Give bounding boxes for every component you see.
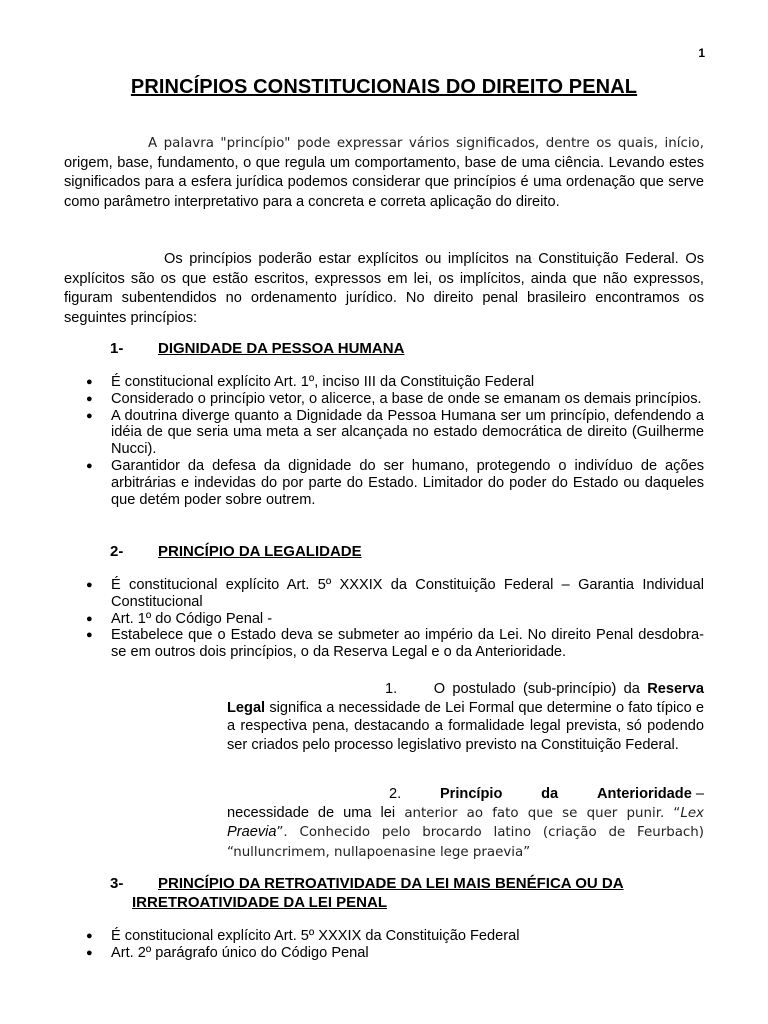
bullet-icon: ● bbox=[86, 946, 93, 959]
document-title: PRINCÍPIOS CONSTITUCIONAIS DO DIREITO PENAL bbox=[130, 76, 638, 98]
sub-item-1-first-line bbox=[227, 680, 704, 699]
section-1-heading bbox=[110, 340, 404, 357]
bullet-text: Considerado o princípio vetor, o alicerce, a base de onde se emanam os demais princípios. bbox=[111, 390, 702, 407]
section-3-heading bbox=[110, 874, 710, 912]
section-3-number: 3- bbox=[110, 875, 124, 892]
bullet-text: Garantidor da defesa da dignidade do ser humano, protegendo o indivíduo de ações arbitrárias e indevidas do por parte do Estado. Limitador do poder do Estado ou daqueles que detém poder sobre outrem. bbox=[111, 457, 704, 508]
sub-item-1-body bbox=[227, 699, 704, 755]
section-2-title: PRINCÍPIO DA LEGALIDADE bbox=[158, 543, 362, 560]
sub-item-bold: Anterioridade bbox=[596, 786, 692, 802]
bullet-text: É constitucional explícito Art. 5º XXXIX da Constituição Federal bbox=[111, 928, 520, 944]
bullet-icon: ● bbox=[86, 579, 93, 591]
sub-item-2-first-line bbox=[227, 785, 704, 804]
list-item bbox=[86, 577, 704, 611]
sub-item-anterioridade bbox=[227, 785, 704, 863]
list-item bbox=[86, 928, 704, 945]
sub-item-text: significa a necessidade de Lei Formal que determine o fato típico e a respectiva pena, destacando a formalidade legal prevista, só podendo ser criados pelo processo legislativo previsto na Constituição Federal. bbox=[227, 699, 704, 754]
sub-item-number: 2. bbox=[389, 786, 402, 802]
sub-item-reserva-legal bbox=[227, 680, 704, 755]
bullet-icon: ● bbox=[86, 459, 93, 472]
section-1-bullet-list bbox=[86, 374, 704, 508]
section-1-title: DIGNIDADE DA PESSOA HUMANA bbox=[158, 340, 405, 357]
list-item bbox=[86, 391, 704, 408]
sub-item-number: 1. bbox=[385, 681, 398, 697]
section-1-number: 1- bbox=[110, 340, 124, 357]
page-number: 1 bbox=[698, 46, 705, 60]
list-item bbox=[86, 458, 704, 508]
bullet-icon: ● bbox=[86, 409, 93, 422]
section-2-bullet-list bbox=[86, 577, 704, 661]
sub-item-italic: Praevia bbox=[227, 824, 277, 841]
bullet-text: É constitucional explícito Art. 1º, inciso III da Constituição Federal bbox=[111, 374, 535, 390]
list-item bbox=[86, 408, 704, 458]
sub-item-bold: da bbox=[541, 786, 559, 802]
sub-item-bold: Princípio bbox=[439, 786, 503, 802]
intro-p1-first-line: A palavra "princípio" pode expressar vários significados, dentre os quais, início, bbox=[148, 136, 704, 151]
list-item bbox=[86, 945, 704, 962]
bullet-icon: ● bbox=[86, 376, 93, 388]
list-item bbox=[86, 627, 704, 661]
bullet-icon: ● bbox=[86, 930, 93, 942]
sub-item-bold: Reserva bbox=[647, 681, 704, 697]
bullet-icon: ● bbox=[86, 612, 93, 625]
section-3-bullet-list bbox=[86, 928, 704, 962]
bullet-text: Art. 1º do Código Penal - bbox=[111, 610, 273, 627]
sub-item-text: O postulado (sub-princípio) da bbox=[433, 681, 648, 697]
bullet-icon: ● bbox=[86, 629, 93, 642]
intro-paragraph-2 bbox=[64, 250, 704, 328]
sub-item-text: anterior ao fato que se quer punir. “ bbox=[395, 805, 681, 821]
bullet-text: Art. 2º parágrafo único do Código Penal bbox=[111, 944, 369, 961]
list-item bbox=[86, 611, 704, 628]
sub-item-2-body bbox=[227, 804, 704, 863]
section-3-title-line-1: PRINCÍPIO DA RETROATIVIDADE DA LEI MAIS BENÉFICA OU DA bbox=[158, 875, 624, 892]
sub-item-text: necessidade de uma lei bbox=[227, 804, 396, 821]
bullet-text: Estabelece que o Estado deva se submeter ao império da Lei. No direito Penal desdobra-se em outros dois princípios, o da Reserva Legal e o da Anterioridade. bbox=[111, 627, 704, 661]
section-2-heading bbox=[110, 543, 362, 560]
bullet-icon: ● bbox=[86, 392, 93, 405]
section-3-title-line-2: IRRETROATIVIDADE DA LEI PENAL bbox=[132, 894, 388, 911]
bullet-text: A doutrina diverge quanto a Dignidade da Pessoa Humana ser um princípio, defendendo a idéia de que seria uma meta a ser alcançada no estado democrática de direito (Guilherme Nucci). bbox=[111, 407, 704, 458]
list-item bbox=[86, 374, 704, 391]
section-2-number: 2- bbox=[110, 543, 124, 560]
sub-item-text: ”. Conhecido pelo brocardo latino (criação de Feurbach) “nulluncrimem, nullapoenasine lege praevia” bbox=[227, 825, 704, 861]
intro-p2-text: Os princípios poderão estar explícitos ou implícitos na Constituição Federal. Os explícitos são os que estão escritos, expressos em lei, os implícitos, ainda que não expressos, figuram subentendidos no ordenamento jurídico. No direito penal brasileiro encontramos os seguintes princípios: bbox=[64, 251, 704, 326]
intro-paragraph-1 bbox=[64, 134, 704, 212]
sub-item-italic: Lex bbox=[680, 805, 704, 821]
sub-item-heading-end bbox=[597, 785, 704, 804]
bullet-text: É constitucional explícito Art. 5º XXXIX da Constituição Federal – Garantia Individual Constitucional bbox=[111, 577, 704, 610]
intro-p1-rest: origem, base, fundamento, o que regula um comportamento, base de uma ciência. Levando estes significados para a esfera jurídica podemos considerar que princípios é uma ordenação que serve como parâmetro interpretativo para a concreta e correta aplicação do direito. bbox=[64, 154, 704, 210]
sub-item-bold: Legal bbox=[227, 699, 266, 716]
sub-item-text: – bbox=[691, 786, 704, 802]
